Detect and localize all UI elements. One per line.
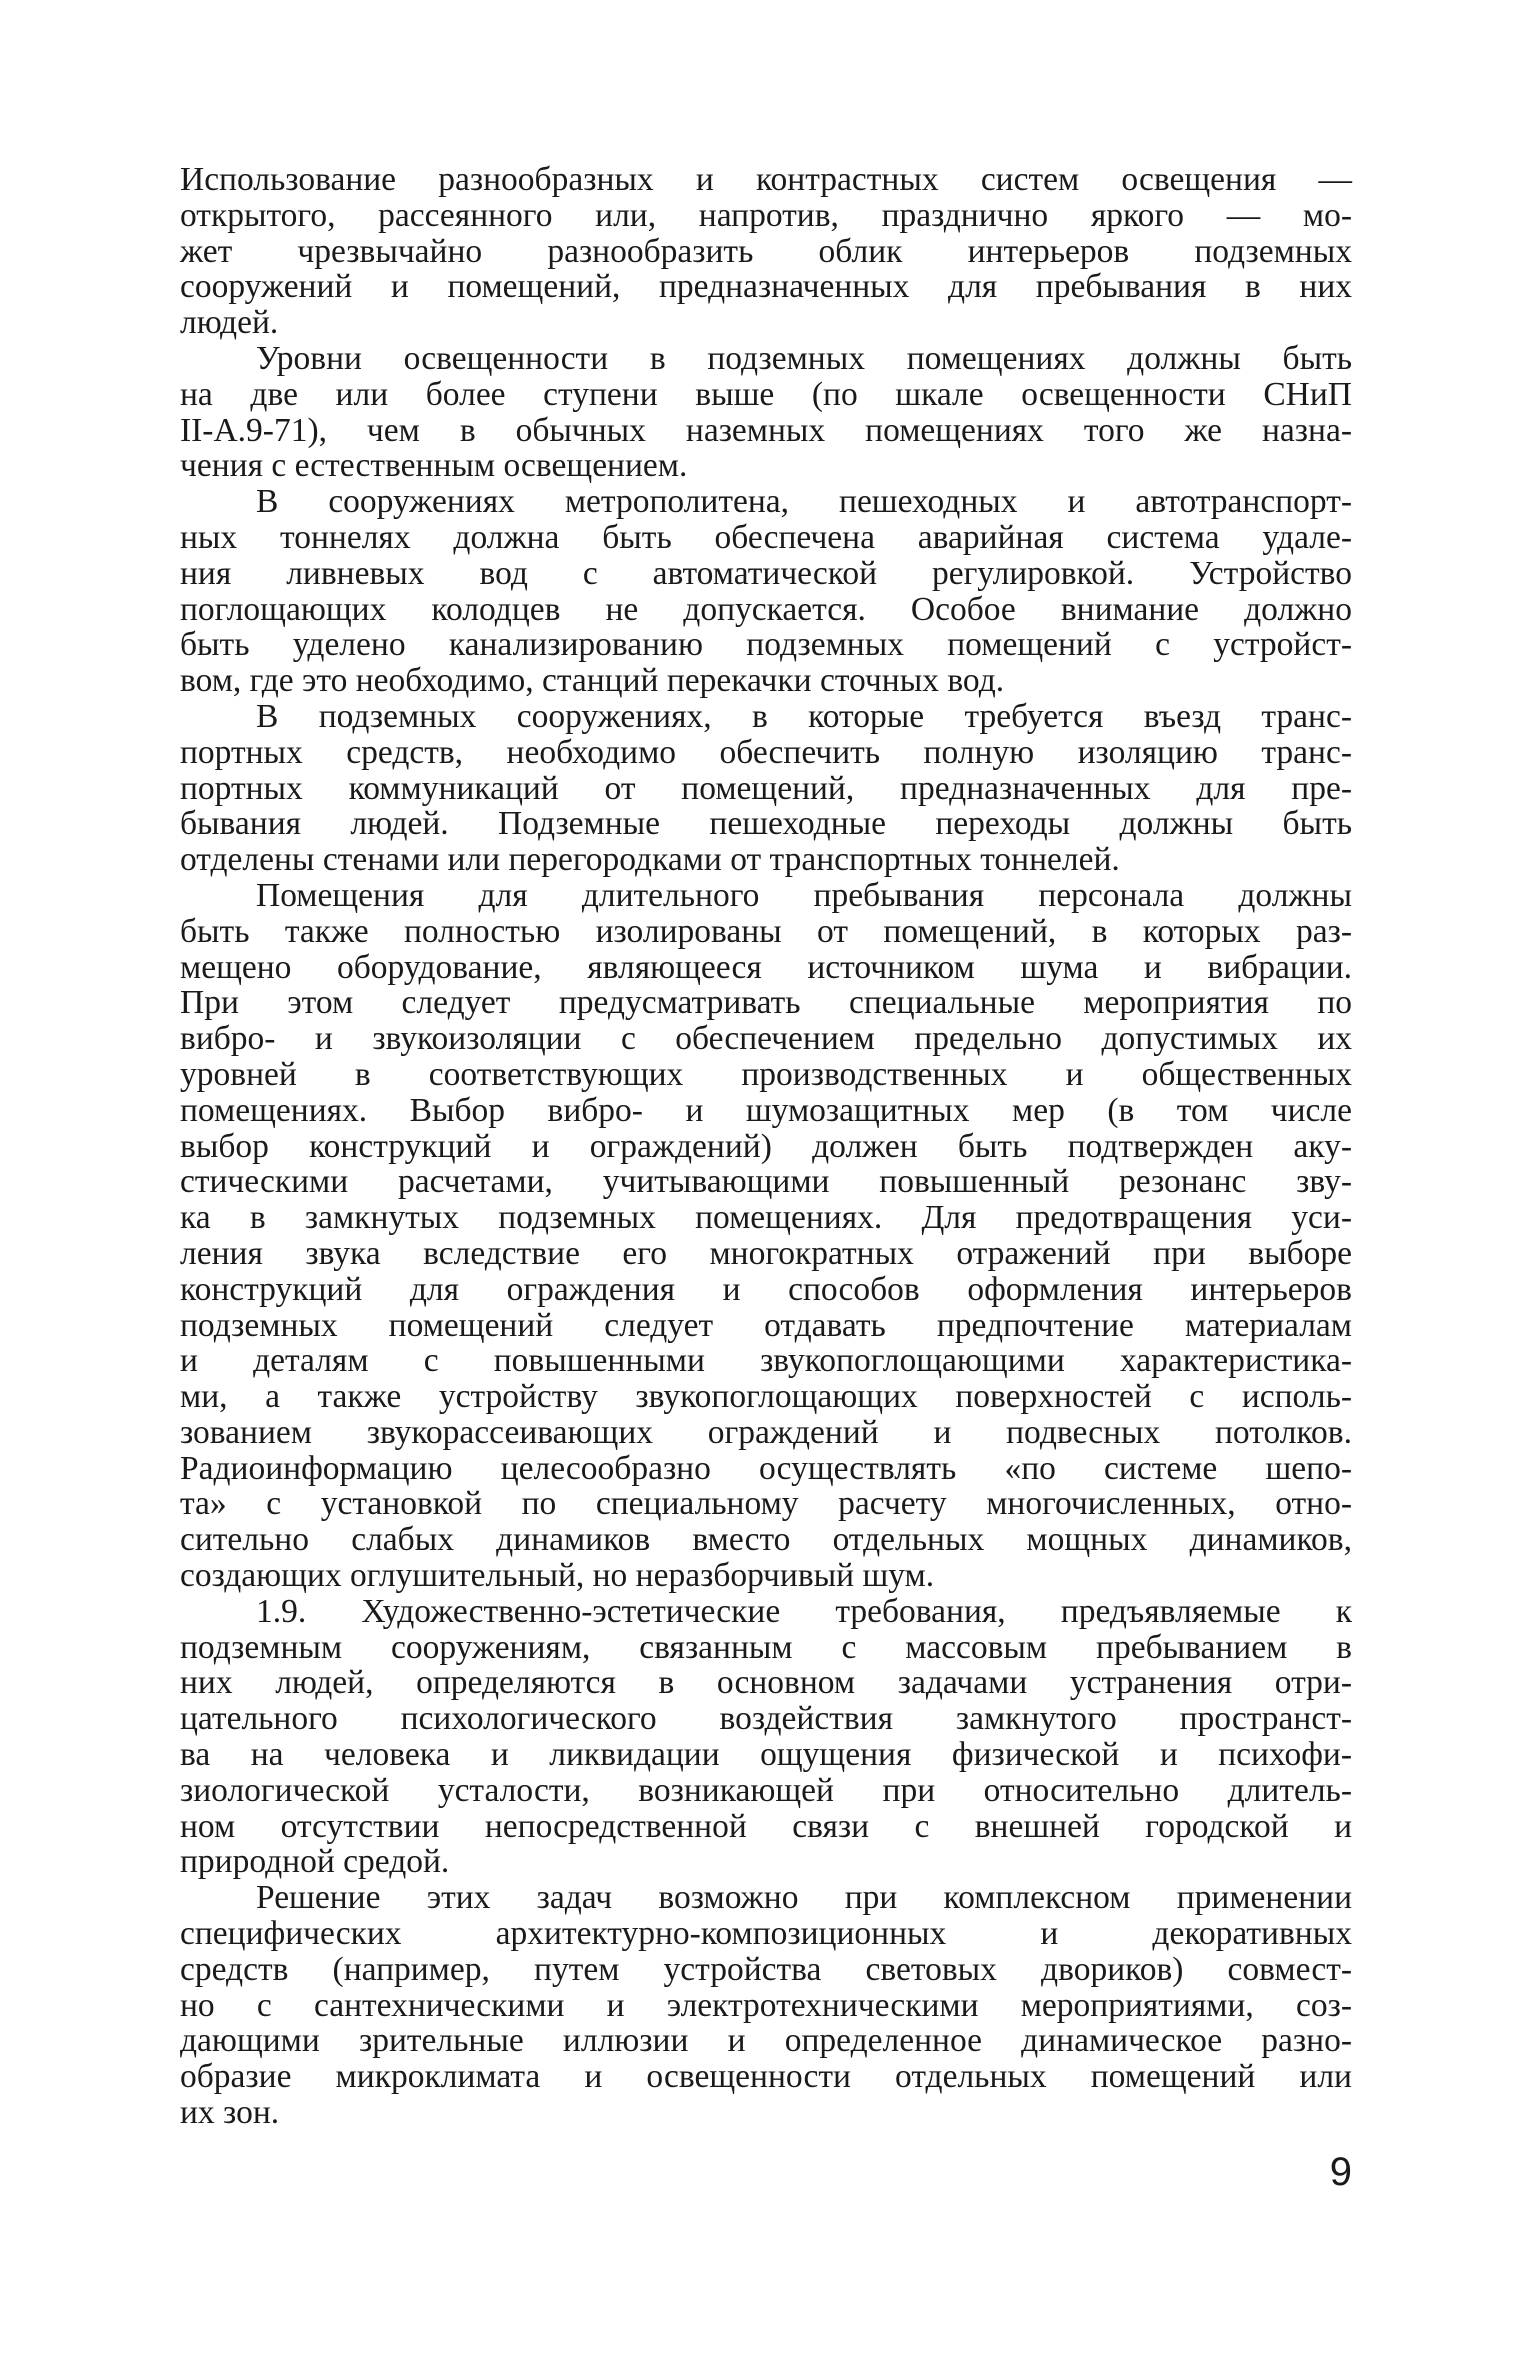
text-line: создающих оглушительный, но неразборчивый шум. (180, 1557, 935, 1595)
text-line: их зон. (180, 2094, 280, 2132)
text-line: жет чрезвычайно разнообразить облик интерьеров подземных (180, 232, 1352, 270)
text-line: II-A.9-71), чем в обычных наземных помещениях того же назна- (180, 411, 1352, 449)
text-line: мещено оборудование, являющееся источником шума и вибрации. (180, 948, 1352, 986)
text-line: Помещения для длительного пребывания персонала должны (256, 876, 1352, 914)
text-line: ми, а также устройству звукопоглощающих поверхностей с исполь- (180, 1378, 1352, 1416)
text-line: портных коммуникаций от помещений, предназначенных для пре- (180, 769, 1352, 807)
paragraph (180, 341, 1352, 484)
text-line: специфических архитектурно-композиционных и декоративных (180, 1915, 1352, 1953)
text-line: сительно слабых динамиков вместо отдельных мощных динамиков, (180, 1521, 1352, 1559)
text-line: портных средств, необходимо обеспечить полную изоляцию транс- (180, 733, 1352, 771)
text-line: них людей, определяются в основном задачами устранения отри- (180, 1664, 1352, 1702)
paragraph (180, 484, 1352, 699)
text-line: уровней в соответствующих производственных и общественных (180, 1055, 1352, 1093)
text-line: ка в замкнутых подземных помещениях. Для предотвращения уси- (180, 1199, 1352, 1237)
text-line: В сооружениях метрополитена, пешеходных и автотранспорт- (256, 483, 1352, 521)
text-line: стическими расчетами, учитывающими повышенный резонанс зву- (180, 1163, 1352, 1201)
body-text (180, 162, 1352, 2131)
text-line: дающими зрительные иллюзии и определенное динамическое разно- (180, 2022, 1352, 2060)
text-line: При этом следует предусматривать специальные мероприятия по (180, 984, 1352, 1022)
page-number: 9 (1329, 2150, 1352, 2194)
text-line: на две или более ступени выше (по шкале освещенности СНиП (180, 375, 1352, 413)
text-line: поглощающих колодцев не допускается. Особое внимание должно (180, 590, 1352, 628)
text-line: выбор конструкций и ограждений) должен быть подтвержден аку- (180, 1127, 1352, 1165)
text-line: зиологической усталости, возникающей при относительно длитель- (180, 1771, 1352, 1809)
text-line: ния ливневых вод с автоматической регулировкой. Устройство (180, 554, 1352, 592)
text-line: образие микроклимата и освещенности отдельных помещений или (180, 2058, 1352, 2096)
text-line: Использование разнообразных и контрастных систем освещения — (180, 161, 1352, 198)
text-line: ления звука вследствие его многократных отражений при выборе (180, 1234, 1352, 1272)
text-line: ных тоннелях должна быть обеспечена аварийная система удале- (180, 518, 1352, 556)
text-line: отделены стенами или перегородками от транспортных тоннелей. (180, 841, 1120, 879)
text-line: вом, где это необходимо, станций перекачки сточных вод. (180, 662, 1005, 700)
text-line: сооружений и помещений, предназначенных для пребывания в них (180, 268, 1352, 306)
text-line: Решение этих задач возможно при комплексном применении (256, 1879, 1352, 1917)
text-line: открытого, рассеянного или, напротив, празднично яркого — мо- (180, 196, 1352, 234)
text-line: Радиоинформацию целесообразно осуществлять «по системе шепо- (180, 1449, 1352, 1487)
text-line: природной средой. (180, 1843, 450, 1881)
paragraph (180, 878, 1352, 1594)
text-line: бывания людей. Подземные пешеходные переходы должны быть (180, 805, 1352, 843)
text-line: чения с естественным освещением. (180, 447, 688, 485)
text-line: быть уделено канализированию подземных помещений с устройст- (180, 626, 1352, 664)
text-line: та» с установкой по специальному расчету многочисленных, отно- (180, 1485, 1352, 1523)
text-line: зованием звукорассеивающих ограждений и подвесных потолков. (180, 1413, 1352, 1451)
paragraph (180, 1880, 1352, 2131)
paragraph (180, 1594, 1352, 1880)
text-line: ном отсутствии непосредственной связи с внешней городской и (180, 1807, 1352, 1845)
text-line: конструкций для ограждения и способов оформления интерьеров (180, 1270, 1352, 1308)
paragraph (180, 699, 1352, 878)
text-line: но с сантехническими и электротехническими мероприятиями, соз- (180, 1986, 1352, 2024)
text-line: Уровни освещенности в подземных помещениях должны быть (256, 339, 1352, 377)
text-line: 1.9. Художественно-эстетические требования, предъявляемые к (256, 1592, 1352, 1630)
text-line: вибро- и звукоизоляции с обеспечением предельно допустимых их (180, 1020, 1352, 1058)
text-line: средств (например, путем устройства световых двориков) совмест- (180, 1950, 1352, 1988)
text-line: помещениях. Выбор вибро- и шумозащитных мер (в том числе (180, 1091, 1352, 1129)
text-line: подземным сооружениям, связанным с массовым пребыванием в (180, 1628, 1352, 1666)
text-line: цательного психологического воздействия замкнутого пространст- (180, 1700, 1352, 1738)
text-line: людей. (180, 304, 279, 342)
text-line: и деталям с повышенными звукопоглощающими характеристика- (180, 1342, 1352, 1380)
text-line: быть также полностью изолированы от помещений, в которых раз- (180, 912, 1352, 950)
text-line: В подземных сооружениях, в которые требуется въезд транс- (256, 697, 1352, 735)
text-line: ва на человека и ликвидации ощущения физической и психофи- (180, 1736, 1352, 1774)
paragraph (180, 162, 1352, 341)
text-line: подземных помещений следует отдавать предпочтение материалам (180, 1306, 1352, 1344)
